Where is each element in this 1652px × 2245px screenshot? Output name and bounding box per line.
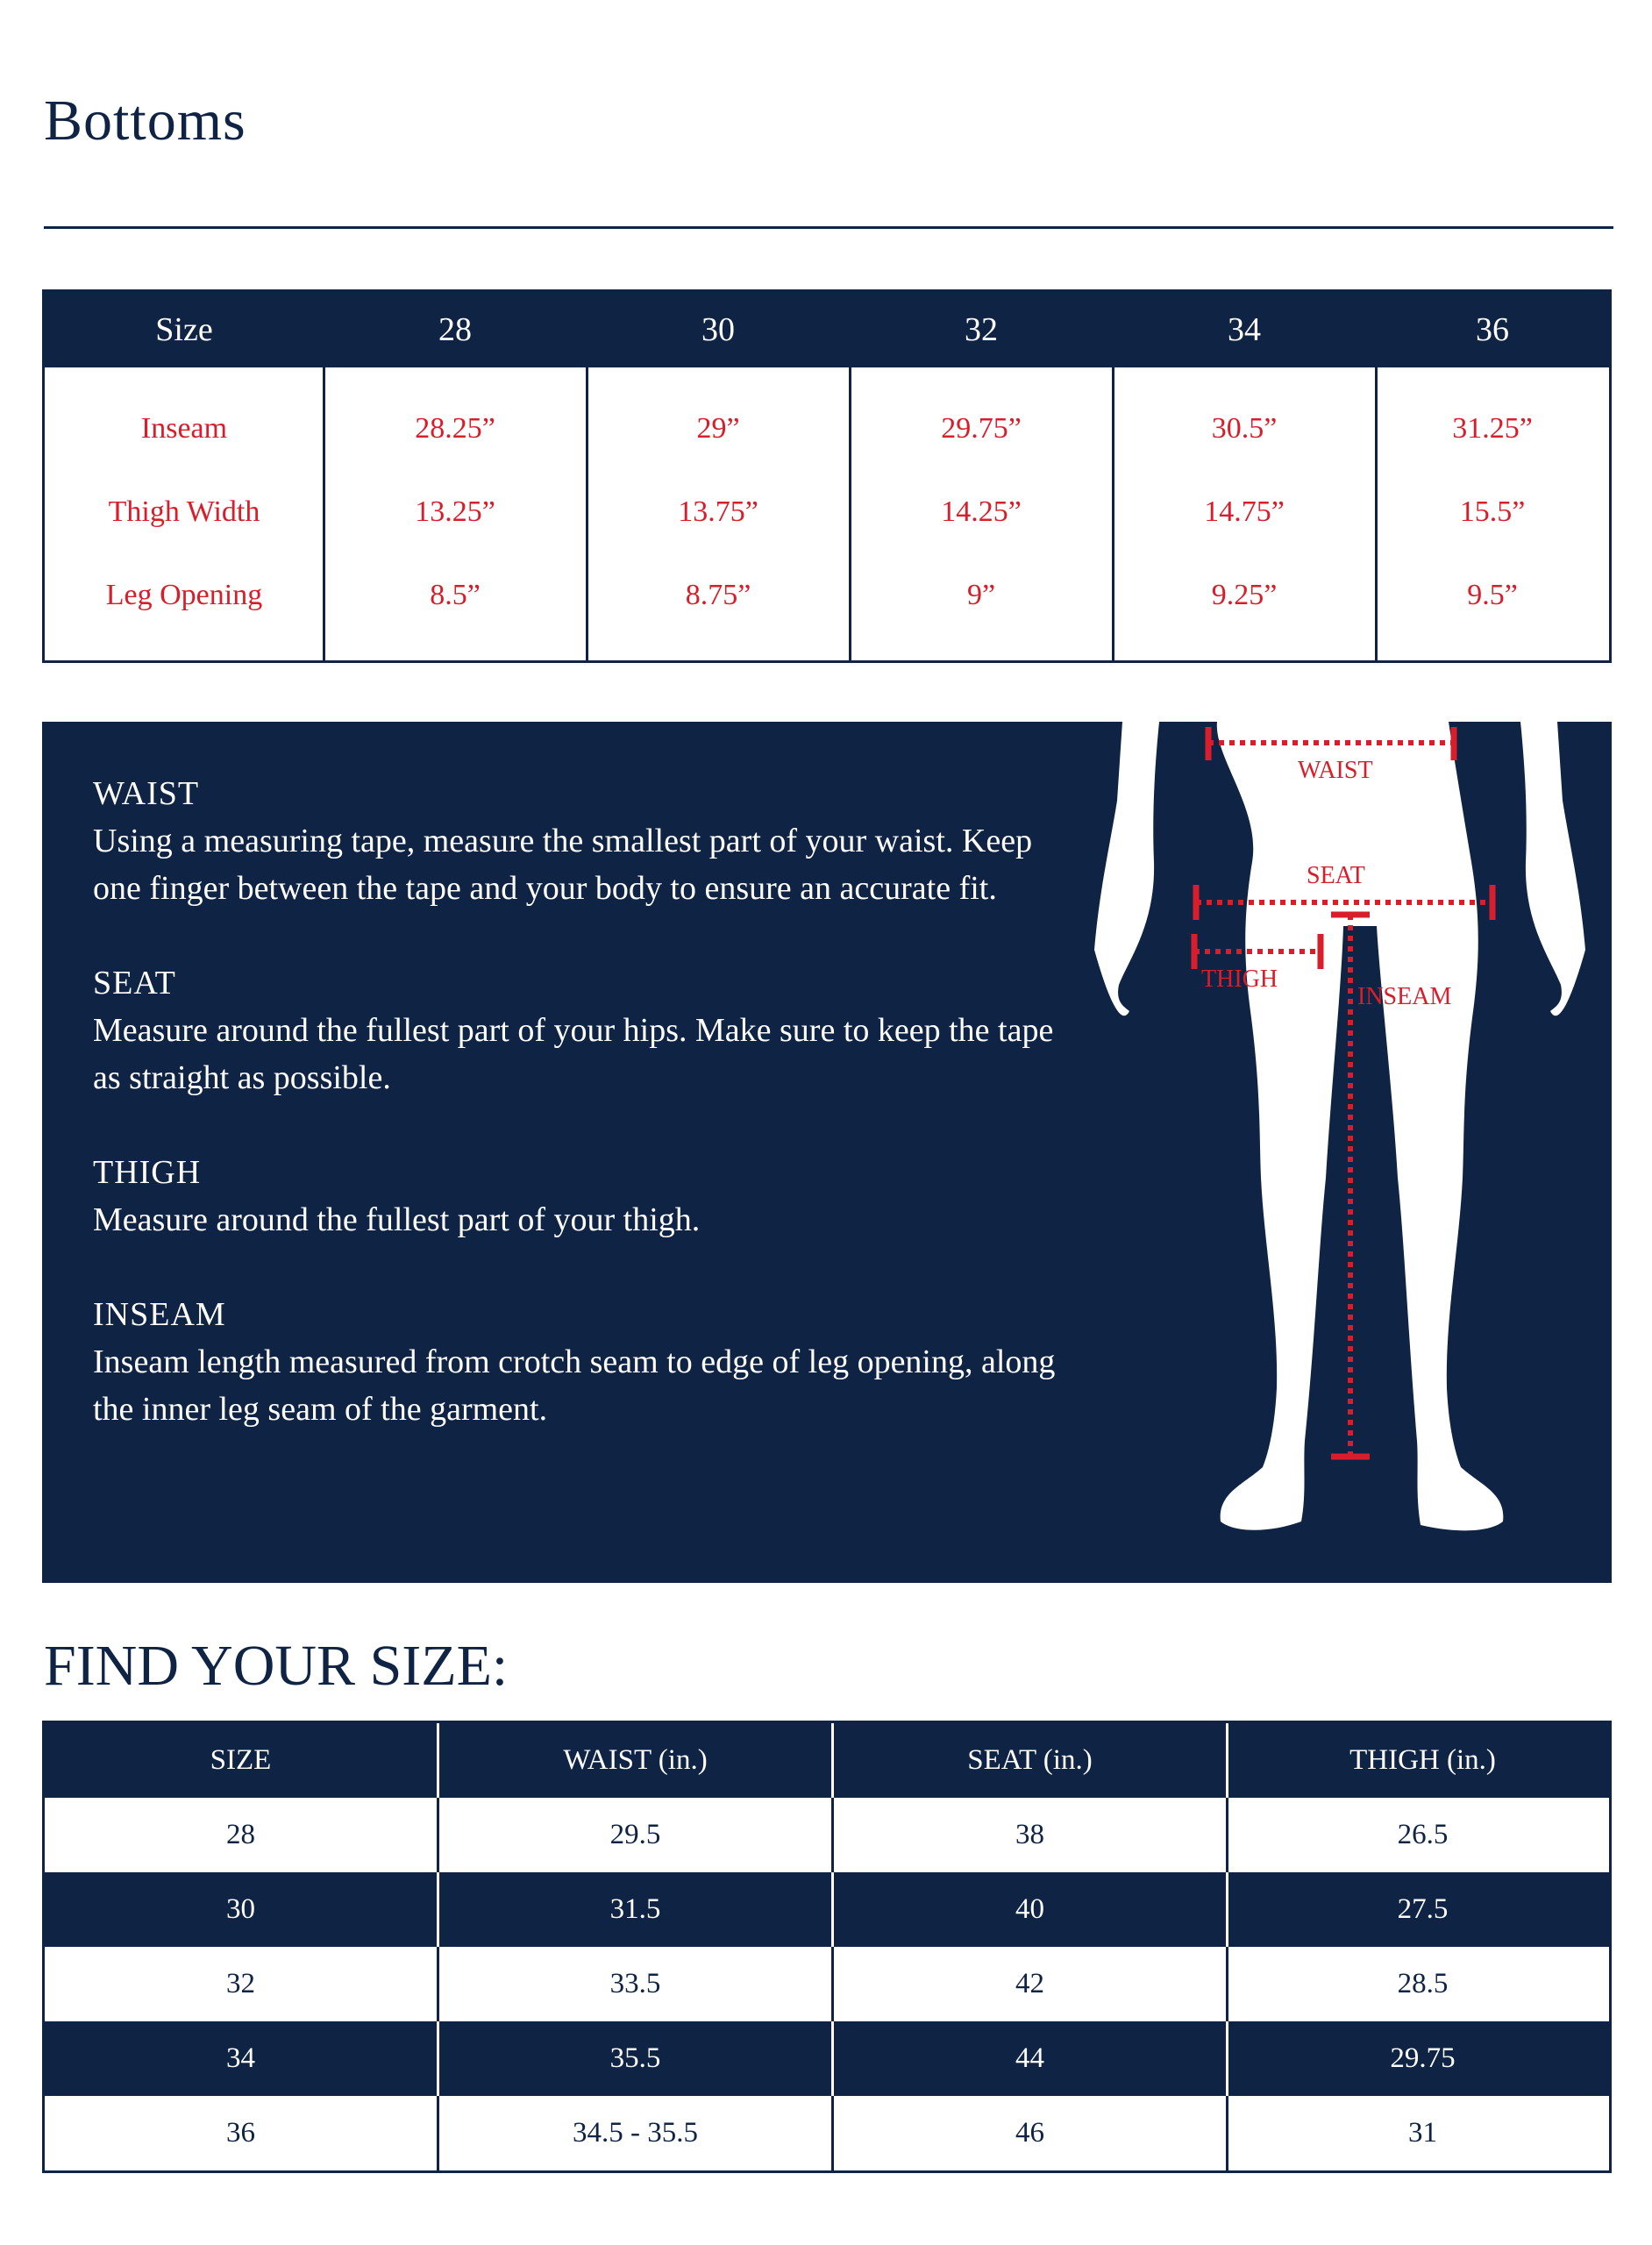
body-measurement-illustration: [1068, 722, 1612, 1583]
inseam-value: 31.25”: [1452, 412, 1533, 445]
row-label-inseam: Inseam: [140, 412, 228, 445]
instruction-body: Measure around the fullest part of your thigh.: [93, 1201, 701, 1238]
header-seat: SEAT (in.): [831, 1723, 1226, 1798]
instruction-heading: INSEAM: [93, 1296, 226, 1333]
seat-label: SEAT: [1307, 862, 1365, 889]
waist-cell: 33.5: [437, 1947, 831, 2021]
row-label-leg-opening: Leg Opening: [105, 579, 263, 611]
thigh-width-value: 14.75”: [1204, 495, 1285, 528]
size-cell: 32: [226, 1968, 255, 1999]
header-size: Size: [155, 311, 213, 348]
leg-opening-value: 9.5”: [1467, 579, 1518, 611]
inseam-value: 28.25”: [415, 412, 495, 445]
waist-instructions: [93, 770, 1066, 912]
thigh-cell: 28.5: [1226, 1947, 1617, 2021]
thigh-cell: 26.5: [1226, 1798, 1617, 1872]
thigh-width-value: 14.25”: [941, 495, 1022, 528]
size-cell: 36: [226, 2117, 255, 2149]
instruction-heading: THIGH: [93, 1154, 202, 1191]
inseam-label: INSEAM: [1357, 983, 1452, 1010]
header-waist: WAIST (in.): [437, 1723, 831, 1798]
waist-cell: 34.5 - 35.5: [437, 2096, 831, 2170]
inseam-value: 29.75”: [941, 412, 1022, 445]
leg-opening-value: 8.5”: [430, 579, 481, 611]
header-size-34: 34: [1228, 311, 1261, 348]
waist-cell: 35.5: [437, 2021, 831, 2096]
instruction-body: Measure around the fullest part of your hips. Make sure to keep the tape as straight as possible.: [93, 1012, 1054, 1096]
thigh-width-value: 13.25”: [415, 495, 495, 528]
seat-cell: 46: [831, 2096, 1226, 2170]
waist-cell: 31.5: [437, 1872, 831, 1947]
thigh-label: THIGH: [1201, 966, 1278, 993]
header-thigh: THIGH (in.): [1226, 1723, 1617, 1798]
seat-cell: 40: [831, 1872, 1226, 1947]
seat-cell: 44: [831, 2021, 1226, 2096]
garment-measurements-table: [42, 289, 1612, 663]
body-silhouette-icon: [1068, 722, 1612, 1583]
header-size-28: 28: [438, 311, 472, 348]
inseam-instructions: [93, 1291, 1066, 1433]
leg-opening-value: 9”: [966, 579, 996, 611]
thigh-cell: 27.5: [1226, 1872, 1617, 1947]
header-size-32: 32: [965, 311, 998, 348]
instruction-heading: SEAT: [93, 965, 176, 1001]
waist-cell: 29.5: [437, 1798, 831, 1872]
header-size: SIZE: [210, 1744, 272, 1776]
leg-opening-value: 9.25”: [1211, 579, 1278, 611]
thigh-width-value: 13.75”: [678, 495, 758, 528]
thigh-cell: 31: [1226, 2096, 1617, 2170]
table-row: [45, 1872, 1609, 1947]
body-size-table: [42, 1721, 1612, 2173]
thigh-cell: 29.75: [1226, 2021, 1617, 2096]
size-table-header: [45, 1723, 1609, 1798]
instruction-body: Using a measuring tape, measure the smallest part of your waist. Keep one finger between the tape and your body to ensure an accurate fit.: [93, 823, 1033, 907]
seat-cell: 38: [831, 1798, 1226, 1872]
seat-instructions: [93, 959, 1066, 1101]
instruction-body: Inseam length measured from crotch seam to edge of leg opening, along the inner leg seam of the garment.: [93, 1343, 1056, 1428]
waist-label: WAIST: [1298, 757, 1373, 784]
table-row: [45, 1798, 1609, 1872]
how-to-measure-panel: [42, 722, 1612, 1583]
find-your-size-title: FIND YOUR SIZE:: [44, 1634, 509, 1698]
page-title: Bottoms: [44, 89, 246, 153]
size-cell: 34: [226, 2042, 255, 2074]
thigh-width-value: 15.5”: [1459, 495, 1526, 528]
seat-cell: 42: [831, 1947, 1226, 2021]
measurements-header-row: [45, 292, 1609, 367]
size-cell: 28: [226, 1819, 255, 1850]
inseam-value: 30.5”: [1211, 412, 1278, 445]
header-size-30: 30: [701, 311, 735, 348]
size-cell: 30: [226, 1893, 255, 1925]
measuring-instructions: [93, 770, 1066, 1480]
table-row: [45, 1947, 1609, 2021]
table-row: [45, 2096, 1609, 2170]
thigh-instructions: [93, 1149, 1066, 1244]
title-divider: [44, 226, 1613, 229]
inseam-value: 29”: [696, 412, 740, 445]
instruction-heading: WAIST: [93, 775, 200, 812]
table-row: [45, 2021, 1609, 2096]
leg-opening-value: 8.75”: [685, 579, 751, 611]
header-size-36: 36: [1476, 311, 1509, 348]
row-label-thigh-width: Thigh Width: [108, 495, 260, 528]
